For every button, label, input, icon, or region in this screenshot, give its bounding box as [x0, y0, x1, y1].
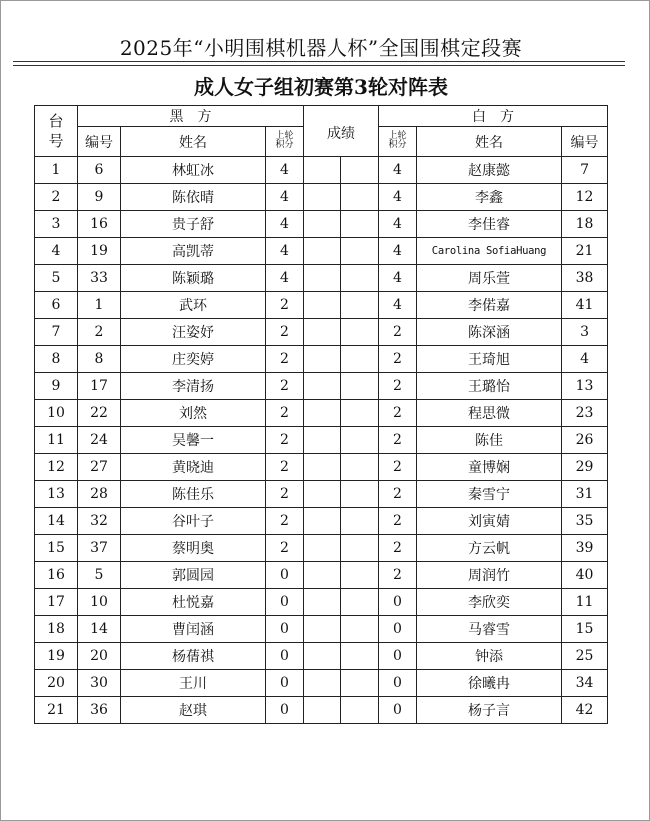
- white-id: 39: [562, 535, 608, 562]
- black-result: [304, 427, 341, 454]
- white-id: 31: [562, 481, 608, 508]
- black-result: [304, 508, 341, 535]
- black-prev-score: 2: [266, 427, 304, 454]
- black-result: [304, 643, 341, 670]
- table-row: [35, 427, 608, 454]
- white-result: [341, 697, 379, 724]
- black-result: [304, 697, 341, 724]
- white-result: [341, 508, 379, 535]
- white-result: [341, 481, 379, 508]
- white-prev-score: 4: [379, 238, 417, 265]
- black-result: [304, 211, 341, 238]
- black-name: 赵琪: [121, 697, 266, 724]
- white-id: 21: [562, 238, 608, 265]
- table-row: [35, 238, 608, 265]
- white-name: 周乐萱: [417, 265, 562, 292]
- black-name: 杜悦嘉: [121, 589, 266, 616]
- white-prev-score: 4: [379, 292, 417, 319]
- pairing-table: [34, 105, 608, 724]
- black-name: 陈颖璐: [121, 265, 266, 292]
- black-name: 贵子舒: [121, 211, 266, 238]
- white-id: 7: [562, 157, 608, 184]
- black-prev-score: 0: [266, 589, 304, 616]
- white-id: 41: [562, 292, 608, 319]
- black-id: 30: [78, 670, 121, 697]
- black-id: 6: [78, 157, 121, 184]
- white-result: [341, 670, 379, 697]
- white-prev-score: 2: [379, 400, 417, 427]
- white-prev-score: 0: [379, 589, 417, 616]
- white-result: [341, 157, 379, 184]
- black-name-header: 姓名: [121, 127, 266, 157]
- table-number: 16: [35, 562, 78, 589]
- table-number: 5: [35, 265, 78, 292]
- white-prev-score: 4: [379, 265, 417, 292]
- white-name: 李佳睿: [417, 211, 562, 238]
- table-row: [35, 373, 608, 400]
- white-id: 15: [562, 616, 608, 643]
- white-id: 3: [562, 319, 608, 346]
- title-rule-top: [13, 61, 625, 62]
- black-prev-score: 2: [266, 373, 304, 400]
- black-prev-score: 0: [266, 562, 304, 589]
- black-result: [304, 562, 341, 589]
- white-name: 程思微: [417, 400, 562, 427]
- table-number: 7: [35, 319, 78, 346]
- table-row: [35, 184, 608, 211]
- black-result: [304, 184, 341, 211]
- white-prev-score: 0: [379, 643, 417, 670]
- black-id: 9: [78, 184, 121, 211]
- table-row: [35, 454, 608, 481]
- black-prev-score: 2: [266, 535, 304, 562]
- black-result: [304, 319, 341, 346]
- white-name: 周润竹: [417, 562, 562, 589]
- white-name: 马睿雪: [417, 616, 562, 643]
- white-prev-score: 4: [379, 157, 417, 184]
- white-id: 34: [562, 670, 608, 697]
- black-result: [304, 670, 341, 697]
- black-prev-score-header: 上轮 积分: [266, 127, 304, 157]
- black-name: 曹闰涵: [121, 616, 266, 643]
- black-name: 武环: [121, 292, 266, 319]
- table-row: [35, 481, 608, 508]
- white-result: [341, 211, 379, 238]
- white-name: 陈深涵: [417, 319, 562, 346]
- black-id: 17: [78, 373, 121, 400]
- black-side-header: 黑 方: [78, 106, 304, 127]
- table-row: [35, 157, 608, 184]
- black-prev-score: 0: [266, 616, 304, 643]
- table-number: 12: [35, 454, 78, 481]
- black-id: 5: [78, 562, 121, 589]
- black-prev-score: 2: [266, 454, 304, 481]
- black-result: [304, 373, 341, 400]
- white-prev-score: 0: [379, 616, 417, 643]
- white-id: 23: [562, 400, 608, 427]
- white-result: [341, 643, 379, 670]
- black-result: [304, 481, 341, 508]
- white-prev-score: 2: [379, 481, 417, 508]
- result-header: 成绩: [304, 106, 379, 157]
- black-prev-score: 0: [266, 697, 304, 724]
- white-name: 赵康懿: [417, 157, 562, 184]
- white-id: 25: [562, 643, 608, 670]
- table-number: 10: [35, 400, 78, 427]
- white-result: [341, 346, 379, 373]
- white-prev-score: 2: [379, 427, 417, 454]
- black-name: 庄奕婷: [121, 346, 266, 373]
- table-number: 14: [35, 508, 78, 535]
- black-id: 28: [78, 481, 121, 508]
- white-name: 徐曦冉: [417, 670, 562, 697]
- black-name: 郭圆园: [121, 562, 266, 589]
- black-id: 32: [78, 508, 121, 535]
- black-id-header: 编号: [78, 127, 121, 157]
- white-name: 秦雪宁: [417, 481, 562, 508]
- black-prev-score: 0: [266, 670, 304, 697]
- white-id: 38: [562, 265, 608, 292]
- table-row: [35, 400, 608, 427]
- table-number: 20: [35, 670, 78, 697]
- black-id: 14: [78, 616, 121, 643]
- white-result: [341, 616, 379, 643]
- table-number: 4: [35, 238, 78, 265]
- table-row: [35, 643, 608, 670]
- white-prev-score-header: 上轮 积分: [379, 127, 417, 157]
- black-name: 汪姿妤: [121, 319, 266, 346]
- table-number: 2: [35, 184, 78, 211]
- table-row: [35, 535, 608, 562]
- black-result: [304, 265, 341, 292]
- table-row: [35, 697, 608, 724]
- table-number: 6: [35, 292, 78, 319]
- black-id: 19: [78, 238, 121, 265]
- black-id: 22: [78, 400, 121, 427]
- black-prev-score: 4: [266, 157, 304, 184]
- black-prev-score: 2: [266, 481, 304, 508]
- white-result: [341, 373, 379, 400]
- white-name: 王璐怡: [417, 373, 562, 400]
- table-number-header: 台 号: [35, 106, 78, 157]
- black-name: 陈佳乐: [121, 481, 266, 508]
- table-row: [35, 589, 608, 616]
- black-prev-score: 2: [266, 319, 304, 346]
- black-prev-score: 2: [266, 346, 304, 373]
- white-name: 杨子言: [417, 697, 562, 724]
- white-result: [341, 589, 379, 616]
- white-id: 12: [562, 184, 608, 211]
- white-id: 11: [562, 589, 608, 616]
- white-prev-score: 2: [379, 562, 417, 589]
- white-name: 李偌嘉: [417, 292, 562, 319]
- white-name: 陈佳: [417, 427, 562, 454]
- table-number: 13: [35, 481, 78, 508]
- table-row: [35, 562, 608, 589]
- black-name: 高凯蒂: [121, 238, 266, 265]
- black-prev-score: 2: [266, 292, 304, 319]
- black-id: 1: [78, 292, 121, 319]
- table-row: [35, 265, 608, 292]
- white-prev-score: 0: [379, 697, 417, 724]
- white-name: 童博娴: [417, 454, 562, 481]
- black-prev-score: 4: [266, 211, 304, 238]
- white-result: [341, 427, 379, 454]
- table-number: 1: [35, 157, 78, 184]
- white-result: [341, 184, 379, 211]
- black-prev-score: 4: [266, 238, 304, 265]
- white-name: 钟添: [417, 643, 562, 670]
- black-result: [304, 238, 341, 265]
- white-name: 刘寅婧: [417, 508, 562, 535]
- black-name: 王川: [121, 670, 266, 697]
- black-result: [304, 589, 341, 616]
- black-result: [304, 454, 341, 481]
- black-result: [304, 157, 341, 184]
- black-id: 20: [78, 643, 121, 670]
- black-id: 37: [78, 535, 121, 562]
- black-id: 27: [78, 454, 121, 481]
- table-number: 15: [35, 535, 78, 562]
- black-id: 24: [78, 427, 121, 454]
- black-id: 2: [78, 319, 121, 346]
- black-prev-score: 2: [266, 508, 304, 535]
- sheet-title: 成人女子组初赛第3轮对阵表: [194, 75, 448, 99]
- black-name: 杨蒨祺: [121, 643, 266, 670]
- white-id: 35: [562, 508, 608, 535]
- table-row: [35, 508, 608, 535]
- table-number: 8: [35, 346, 78, 373]
- table-row: [35, 292, 608, 319]
- white-id: 40: [562, 562, 608, 589]
- black-result: [304, 535, 341, 562]
- table-row: [35, 319, 608, 346]
- black-result: [304, 346, 341, 373]
- black-prev-score: 0: [266, 643, 304, 670]
- black-result: [304, 400, 341, 427]
- table-row: [35, 211, 608, 238]
- black-prev-score: 4: [266, 265, 304, 292]
- table-row: [35, 616, 608, 643]
- white-result: [341, 400, 379, 427]
- event-title: 2025年“小明围棋机器人杯”全国围棋定段赛: [119, 36, 523, 60]
- white-result: [341, 535, 379, 562]
- white-prev-score: 2: [379, 346, 417, 373]
- white-name: 王琦旭: [417, 346, 562, 373]
- white-id-header: 编号: [562, 127, 608, 157]
- white-prev-score: 2: [379, 373, 417, 400]
- table-number: 18: [35, 616, 78, 643]
- black-id: 33: [78, 265, 121, 292]
- table-number: 3: [35, 211, 78, 238]
- white-result: [341, 292, 379, 319]
- black-name: 林虹冰: [121, 157, 266, 184]
- white-prev-score: 2: [379, 535, 417, 562]
- black-name: 李清扬: [121, 373, 266, 400]
- white-name: 李鑫: [417, 184, 562, 211]
- black-id: 36: [78, 697, 121, 724]
- white-prev-score: 2: [379, 319, 417, 346]
- white-name-header: 姓名: [417, 127, 562, 157]
- white-result: [341, 454, 379, 481]
- black-result: [304, 292, 341, 319]
- black-name: 黄晓迪: [121, 454, 266, 481]
- white-prev-score: 4: [379, 184, 417, 211]
- white-id: 4: [562, 346, 608, 373]
- white-result: [341, 562, 379, 589]
- white-id: 26: [562, 427, 608, 454]
- black-name: 陈依晴: [121, 184, 266, 211]
- white-name: 李欣奕: [417, 589, 562, 616]
- black-name: 蔡明奥: [121, 535, 266, 562]
- table-row: [35, 346, 608, 373]
- black-id: 10: [78, 589, 121, 616]
- white-id: 29: [562, 454, 608, 481]
- table-number: 11: [35, 427, 78, 454]
- black-prev-score: 2: [266, 400, 304, 427]
- table-row: [35, 670, 608, 697]
- white-prev-score: 0: [379, 670, 417, 697]
- table-number: 9: [35, 373, 78, 400]
- white-result: [341, 238, 379, 265]
- black-name: 刘然: [121, 400, 266, 427]
- white-prev-score: 2: [379, 508, 417, 535]
- white-id: 13: [562, 373, 608, 400]
- black-id: 8: [78, 346, 121, 373]
- white-result: [341, 319, 379, 346]
- table-number: 19: [35, 643, 78, 670]
- white-prev-score: 2: [379, 454, 417, 481]
- black-name: 谷叶子: [121, 508, 266, 535]
- table-number: 21: [35, 697, 78, 724]
- black-id: 16: [78, 211, 121, 238]
- black-prev-score: 4: [266, 184, 304, 211]
- black-result: [304, 616, 341, 643]
- white-id: 18: [562, 211, 608, 238]
- black-name: 吴馨一: [121, 427, 266, 454]
- white-name: 方云帆: [417, 535, 562, 562]
- white-id: 42: [562, 697, 608, 724]
- white-result: [341, 265, 379, 292]
- white-prev-score: 4: [379, 211, 417, 238]
- white-name: Carolina SofiaHuang: [417, 238, 562, 265]
- title-rule-bottom: [13, 65, 625, 66]
- table-number: 17: [35, 589, 78, 616]
- white-side-header: 白 方: [379, 106, 608, 127]
